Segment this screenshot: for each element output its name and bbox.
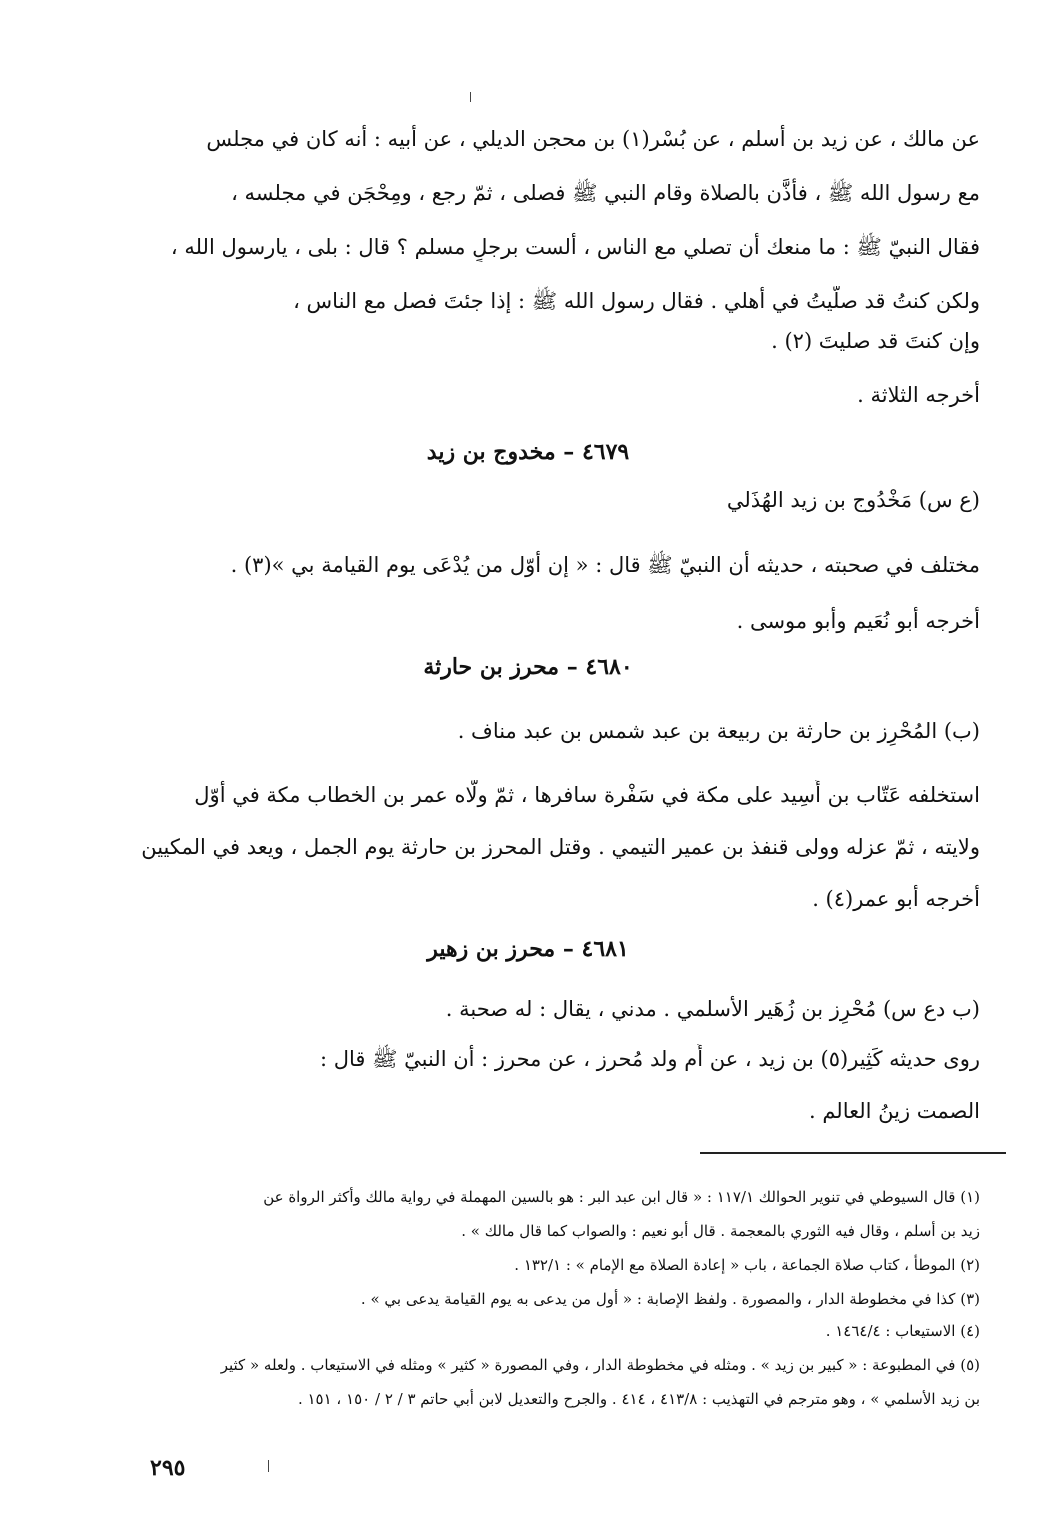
footnote-divider: [700, 1152, 1006, 1154]
body-line-14: (ب دع س) مُحْرِز بن زُهَير الأسلمي . مدني ، يقال : له صحبة .: [445, 997, 980, 1021]
body-line-7: (ع س) مَخْدُوج بن زيد الهُذَلي: [726, 488, 980, 512]
footnote-5-line-2: بن زيد الأسلمي » ، وهو مترجم في التهذيب : ٤١٣/٨ ، ٤١٤ . والجرح والتعديل لابن أبي حاتم ٣ / ٢ / ١٥٠ ، ١٥١ .: [297, 1390, 980, 1408]
body-line-11: استخلفه عَتّاب بن أَسِيد على مكة في سَفْرة سافرها ، ثمّ ولّاه عمر بن الخطاب مكة في أوّل: [194, 783, 980, 807]
body-line-10: (ب) المُحْرِز بن حارثة بن ربيعة بن عبد شمس بن عبد مناف .: [457, 719, 980, 743]
body-line-12: ولايته ، ثمّ عزله وولى قنفذ بن عمير التيمي . وقتل المحرز بن حارثة يوم الجمل ، ويعد في المكيين: [141, 835, 980, 859]
body-line-5: وإن كنتَ قد صليتَ (٢) .: [771, 329, 980, 353]
body-line-3: فقال النبيّ ﷺ : ما منعك أن تصلي مع الناس ، ألست برجلٍ مسلم ؟ قال : بلى ، يارسول الله ،: [170, 235, 980, 259]
footnote-5-line-1: (٥) في المطبوعة : « كبير بن زيد » . ومثله في مخطوطة الدار ، وفي المصورة « كثير » ومثله في الاستيعاب . ولعله « كثير: [220, 1356, 980, 1374]
body-line-15: روى حديثه كَثِير(٥) بن زيد ، عن أُم ولد مُحرز ، عن محرز : أن النبيّ ﷺ قال :: [319, 1047, 980, 1071]
entry-heading-4681: ٤٦٨١ – محرز بن زهير: [427, 936, 629, 962]
page-mark-bottom: [268, 1460, 269, 1472]
page-mark: [470, 92, 471, 102]
footnote-4: (٤) الاستيعاب : ١٤٦٤/٤ .: [825, 1322, 980, 1340]
body-line-1: عن مالك ، عن زيد بن أسلم ، عن بُسْر(١) بن محجن الديلي ، عن أبيه : أنه كان في مجلس: [206, 127, 980, 151]
entry-heading-4679: ٤٦٧٩ – مخدوج بن زيد: [426, 439, 630, 465]
body-line-8: مختلف في صحبته ، حديثه أن النبيّ ﷺ قال : « إن أوّل من يُدْعَى يوم القيامة بي »(٣) .: [230, 553, 980, 577]
page-number: ٢٩٥: [150, 1455, 186, 1481]
body-line-4: ولكن كنتُ قد صلّيتُ في أهلي . فقال رسول الله ﷺ : إذا جئتَ فصل مع الناس ،: [293, 289, 980, 313]
entry-heading-4680: ٤٦٨٠ – محرز بن حارثة: [423, 654, 633, 680]
footnote-1-line-1: (١) قال السيوطي في تنوير الحوالك ١١٧/١ : « قال ابن عبد البر : هو بالسين المهملة في رواية مالك وأكثر الرواة عن: [263, 1188, 980, 1206]
body-line-16: الصمت زينُ العالم .: [808, 1099, 980, 1123]
body-line-9: أخرجه أبو نُعَيم وأبو موسى .: [736, 609, 980, 633]
body-line-6: أخرجه الثلاثة .: [857, 383, 980, 407]
body-line-2: مع رسول الله ﷺ ، فأذَّن بالصلاة وقام النبي ﷺ فصلى ، ثمّ رجع ، ومِحْجَن في مجلسه ،: [231, 181, 980, 205]
footnote-1-line-2: زيد بن أسلم ، وقال فيه الثوري بالمعجمة . قال أبو نعيم : والصواب كما قال مالك » .: [461, 1222, 980, 1240]
footnote-2: (٢) الموطأ ، كتاب صلاة الجماعة ، باب « إعادة الصلاة مع الإمام » : ١٣٢/١ .: [514, 1256, 980, 1274]
body-line-13: أخرجه أبو عمر(٤) .: [812, 887, 980, 911]
footnote-3: (٣) كذا في مخطوطة الدار ، والمصورة . ولفظ الإصابة : « أول من يدعى به يوم القيامة يدعى بي » .: [360, 1290, 980, 1308]
